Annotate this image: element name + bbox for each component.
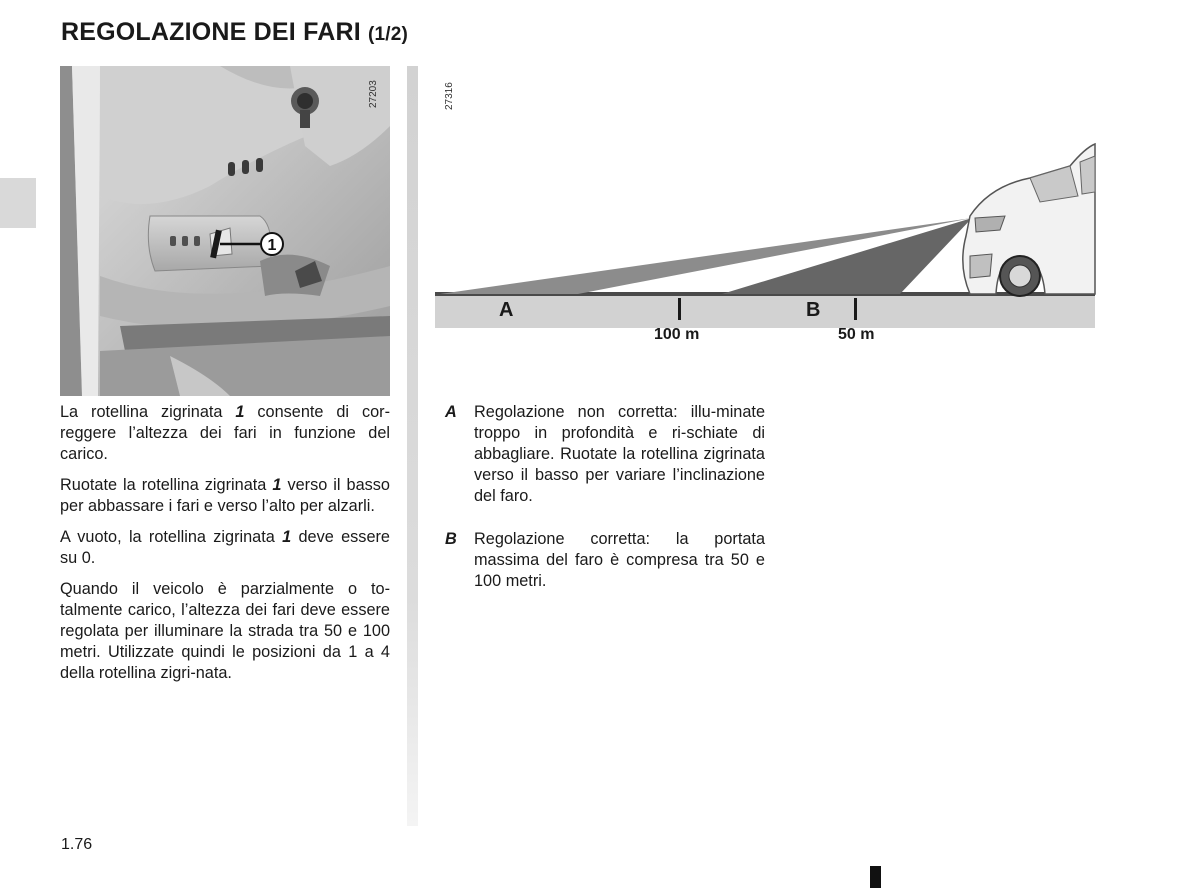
definition-b (445, 529, 765, 592)
definition-a (445, 402, 765, 507)
label-a: A (499, 299, 514, 321)
page-number: 1.76 (61, 836, 93, 853)
p2-text-a: Ruotate la rotellina zigrinata (60, 476, 273, 494)
title-part: (1/2) (368, 24, 409, 45)
vehicle (963, 144, 1095, 296)
definition-b-key: B (445, 530, 457, 548)
section-tab (0, 178, 36, 228)
title-main: REGOLAZIONE DEI FARI (61, 18, 361, 46)
label-b: B (806, 299, 821, 321)
paragraph-1 (60, 402, 390, 465)
p3-text-b: deve essere su 0. (60, 528, 390, 567)
p1-text-b: consente di cor-reggere l’altezza dei fari in funzione del carico. (60, 403, 390, 463)
paragraph-4: Quando il veicolo è parzialmente o to-talmente carico, l’altezza dei fari deve essere regolata per illuminare la strada tra 50 e 100 metri. Utilizzate quindi le posizioni da 1 a 4 della rotellina zigri-nata. (60, 580, 390, 682)
p2-text-b: verso il basso per abbassare i fari e verso l’alto per alzarli. (60, 476, 390, 515)
photo-figure-code: 27203 (368, 80, 379, 108)
p3-ref: 1 (282, 528, 292, 546)
paragraph-2 (60, 475, 390, 517)
definition-a-key: A (445, 403, 457, 421)
diagram-figure-code: 27316 (444, 82, 455, 110)
dashboard-photo (60, 66, 390, 396)
photo-callout-1: 1 (267, 237, 277, 254)
p1-text-a: La rotellina zigrinata (60, 403, 236, 421)
p2-ref: 1 (272, 476, 282, 494)
distance-100m: 100 m (654, 326, 700, 343)
definition-a-text: Regolazione non corretta: illu-minate troppo in profondità e ri-schiate di abbagliare. Ruotate la rotellina zigrinata verso il basso per variare l’inclinazione del faro. (474, 403, 765, 505)
p3-text-a: A vuoto, la rotellina zigrinata (60, 528, 283, 546)
crop-mark (870, 866, 881, 888)
definitions-list (445, 402, 765, 614)
distance-50m: 50 m (838, 326, 875, 343)
paragraph-3 (60, 527, 390, 569)
dashboard-illustration (60, 66, 390, 396)
tick-100m (678, 298, 681, 320)
left-text-column (60, 402, 390, 694)
p1-ref: 1 (235, 403, 245, 421)
definition-b-text: Regolazione corretta: la portata massima del faro è compresa tra 50 e 100 metri. (474, 530, 765, 590)
tick-50m (854, 298, 857, 320)
page-title (61, 18, 408, 47)
column-divider (407, 66, 418, 826)
headlight-beam-illustration (430, 66, 1100, 356)
headlight-diagram (430, 66, 1100, 356)
